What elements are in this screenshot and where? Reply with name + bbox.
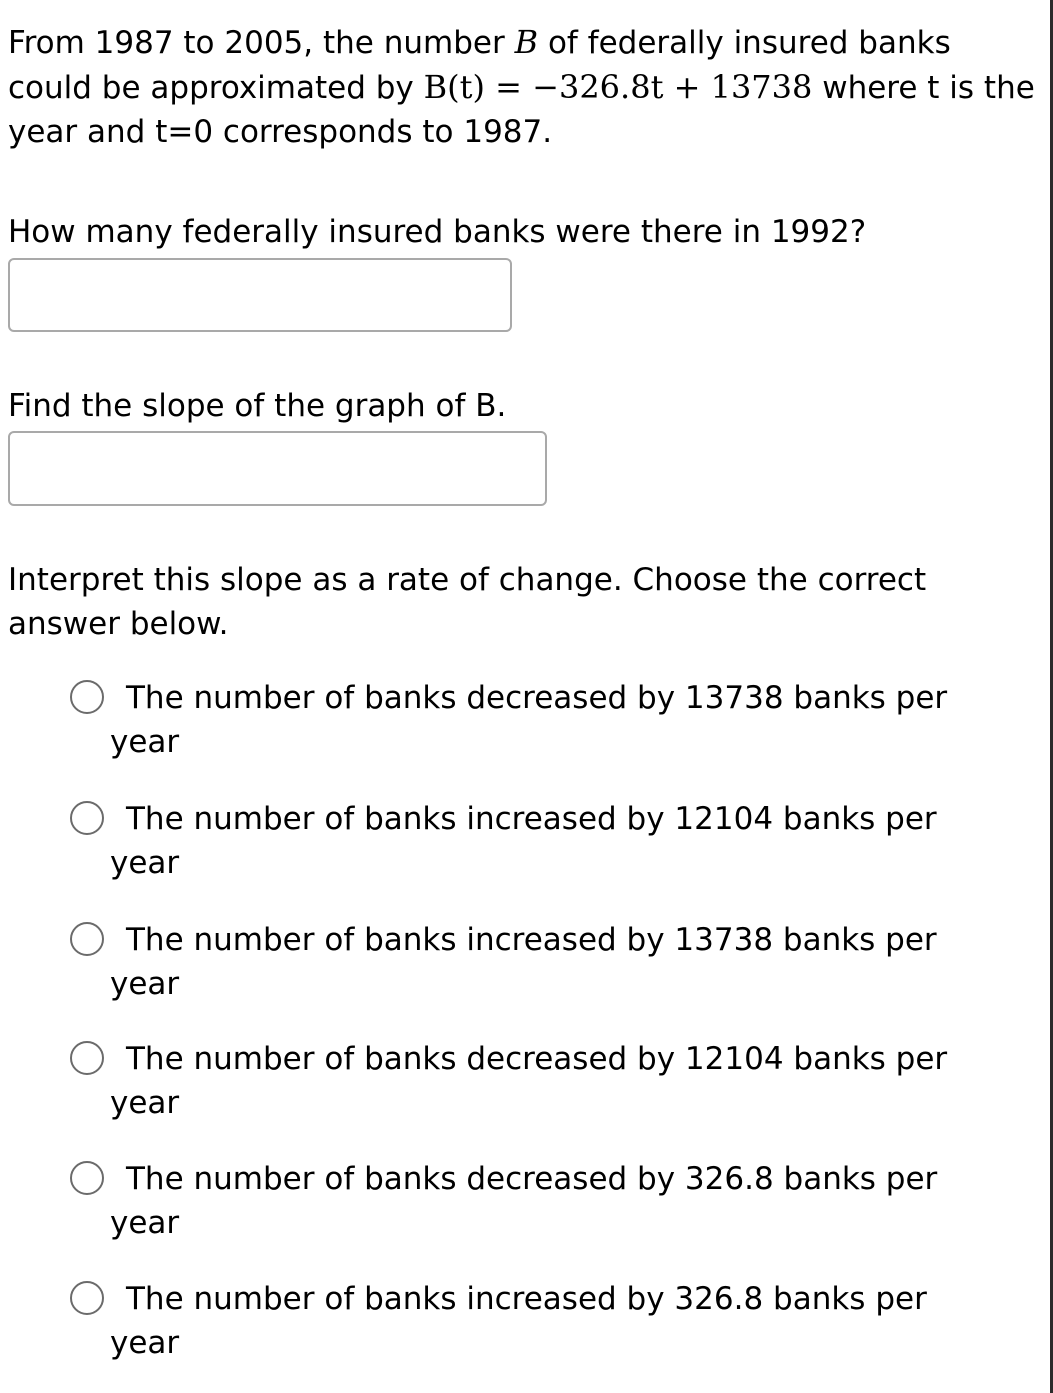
problem-intro bbox=[8, 20, 1038, 154]
option-label: The number of banks decreased by 326.8 banks per bbox=[126, 1161, 938, 1197]
option-label: The number of banks increased by 13738 banks per bbox=[126, 922, 937, 958]
intro-text-before: From 1987 to 2005, the number bbox=[8, 25, 505, 61]
radio-button-icon[interactable] bbox=[70, 680, 104, 714]
option-label-continued: year bbox=[110, 1325, 180, 1361]
radio-button-icon[interactable] bbox=[70, 1281, 104, 1315]
option-label: The number of banks increased by 326.8 banks per bbox=[126, 1281, 927, 1317]
radio-button-icon[interactable] bbox=[70, 922, 104, 956]
radio-button-icon[interactable] bbox=[70, 1161, 104, 1195]
answer-option-3[interactable] bbox=[70, 918, 990, 1006]
question-2-prompt: Find the slope of the graph of B. bbox=[8, 388, 507, 424]
option-label-continued: year bbox=[110, 1205, 180, 1241]
option-label: The number of banks decreased by 12104 banks per bbox=[126, 1041, 948, 1077]
option-label: The number of banks increased by 12104 banks per bbox=[126, 801, 937, 837]
answer-option-6[interactable] bbox=[70, 1277, 990, 1365]
answer-input-2[interactable] bbox=[8, 431, 547, 506]
option-label-continued: year bbox=[110, 966, 180, 1002]
option-label-continued: year bbox=[110, 845, 180, 881]
option-label-continued: year bbox=[110, 724, 180, 760]
question-3-prompt: Interpret this slope as a rate of change. Choose the correct answer below. bbox=[8, 562, 927, 642]
formula: B(t) = −326.8t + 13738 bbox=[423, 68, 813, 106]
option-label: The number of banks decreased by 13738 banks per bbox=[126, 680, 948, 716]
intro-text-mid: of federally insured banks could be approximated by bbox=[8, 25, 951, 106]
intro-text-after: where t is the year and t=0 corresponds to 1987. bbox=[8, 70, 1035, 150]
intro-var-b: B bbox=[514, 23, 539, 61]
question-1-prompt: How many federally insured banks were there in 1992? bbox=[8, 214, 867, 250]
radio-button-icon[interactable] bbox=[70, 801, 104, 835]
answer-input-1[interactable] bbox=[8, 258, 512, 332]
answer-option-1[interactable] bbox=[70, 676, 990, 764]
answer-option-4[interactable] bbox=[70, 1037, 990, 1125]
answer-option-2[interactable] bbox=[70, 797, 990, 885]
answer-option-5[interactable] bbox=[70, 1157, 990, 1245]
option-label-continued: year bbox=[110, 1085, 180, 1121]
radio-button-icon[interactable] bbox=[70, 1041, 104, 1075]
